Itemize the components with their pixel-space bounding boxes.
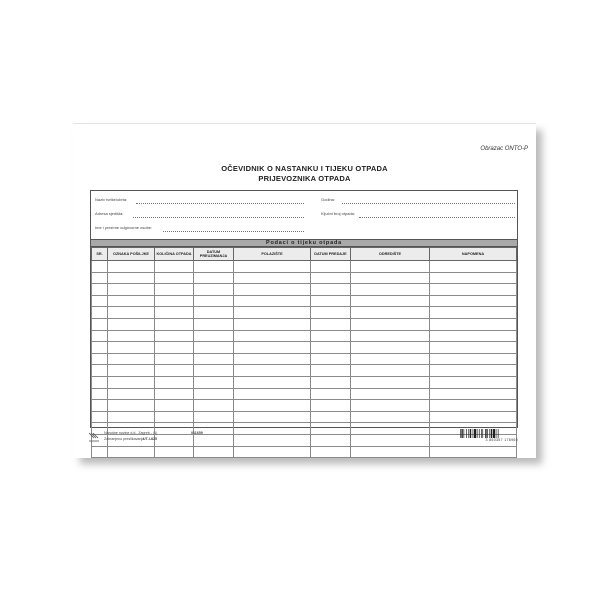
- table-cell[interactable]: [311, 388, 351, 400]
- table-cell[interactable]: [92, 261, 108, 273]
- table-cell[interactable]: [351, 365, 430, 377]
- table-cell[interactable]: [92, 307, 108, 319]
- table-cell[interactable]: [311, 318, 351, 330]
- table-cell[interactable]: [351, 295, 430, 307]
- table-cell[interactable]: [108, 330, 155, 342]
- column-header-destination: ODREDIŠTE: [351, 248, 430, 261]
- table-row: [92, 330, 517, 342]
- table-cell[interactable]: [92, 330, 108, 342]
- table-cell[interactable]: [155, 446, 194, 458]
- table-row: [92, 272, 517, 284]
- company-name-label: Naziv tvrtke/obrta:: [95, 197, 128, 202]
- table-cell[interactable]: [430, 365, 517, 377]
- table-row: [92, 400, 517, 412]
- table-cell[interactable]: [351, 318, 430, 330]
- table-cell[interactable]: [430, 411, 517, 423]
- table-cell[interactable]: [351, 411, 430, 423]
- table-cell[interactable]: [234, 423, 311, 435]
- column-header-sr: SR.: [92, 248, 108, 261]
- table-cell[interactable]: [194, 295, 234, 307]
- responsible-person-label: Ime i prezime odgovorne osobe:: [95, 225, 153, 230]
- table-cell[interactable]: [351, 376, 430, 388]
- company-name-field[interactable]: [136, 203, 304, 204]
- table-cell[interactable]: [92, 446, 108, 458]
- table-cell[interactable]: [194, 342, 234, 354]
- table-cell[interactable]: [108, 400, 155, 412]
- table-cell[interactable]: [351, 342, 430, 354]
- table-cell[interactable]: [108, 342, 155, 354]
- barcode-number: 3 850357 176960: [485, 438, 518, 442]
- table-body: [92, 261, 517, 458]
- year-label: Godina:: [321, 197, 336, 202]
- waste-key-number-field[interactable]: [359, 217, 515, 218]
- table-cell[interactable]: [108, 272, 155, 284]
- table-cell[interactable]: [311, 411, 351, 423]
- table-row: [92, 284, 517, 296]
- table-cell[interactable]: [92, 272, 108, 284]
- table-cell[interactable]: [92, 411, 108, 423]
- table-cell[interactable]: [234, 330, 311, 342]
- table-row: [92, 376, 517, 388]
- table-cell[interactable]: [311, 400, 351, 412]
- table-cell[interactable]: [234, 353, 311, 365]
- table-cell[interactable]: [311, 284, 351, 296]
- table-cell[interactable]: [351, 446, 430, 458]
- barcode-bar: [461, 429, 462, 438]
- table-cell[interactable]: [430, 400, 517, 412]
- barcode-bar: [473, 429, 474, 438]
- table-cell[interactable]: [311, 365, 351, 377]
- table-cell[interactable]: [155, 330, 194, 342]
- form-title-line-2: PRIJEVOZNIKA OTPADA: [258, 174, 351, 183]
- barcode-bar: [460, 429, 461, 438]
- barcode-bar: [474, 429, 476, 438]
- table-cell[interactable]: [311, 353, 351, 365]
- table-cell[interactable]: [92, 376, 108, 388]
- table-cell[interactable]: [234, 446, 311, 458]
- table-cell[interactable]: [92, 353, 108, 365]
- table-cell[interactable]: [92, 284, 108, 296]
- waste-key-number-label: Ključni broj otpada:: [321, 211, 356, 216]
- barcode-bar: [498, 429, 499, 438]
- table-cell[interactable]: [155, 342, 194, 354]
- table-cell[interactable]: [155, 353, 194, 365]
- form-box: [90, 190, 518, 428]
- table-cell[interactable]: [311, 446, 351, 458]
- table-cell[interactable]: [108, 411, 155, 423]
- column-header-pickup-date: DATUM PREUZIMANJA: [194, 248, 234, 261]
- table-cell[interactable]: [351, 261, 430, 273]
- table-cell[interactable]: [430, 295, 517, 307]
- table-cell[interactable]: [351, 330, 430, 342]
- table-cell[interactable]: [155, 434, 194, 446]
- table-cell[interactable]: [234, 400, 311, 412]
- publisher-logo: [88, 432, 100, 442]
- table-cell[interactable]: [234, 342, 311, 354]
- column-header-origin: POLAZIŠTE: [234, 248, 311, 261]
- table-cell[interactable]: [234, 434, 311, 446]
- table-cell[interactable]: [194, 400, 234, 412]
- barcode-bar: [493, 429, 495, 438]
- table-cell[interactable]: [430, 342, 517, 354]
- table-row: [92, 318, 517, 330]
- barcode-bar: [477, 429, 478, 438]
- table-cell[interactable]: [155, 272, 194, 284]
- footer-publisher: Narodne novine d.d., Zagreb - (1): [104, 431, 158, 435]
- table-cell[interactable]: [194, 411, 234, 423]
- table-cell[interactable]: [311, 342, 351, 354]
- table-cell[interactable]: [430, 376, 517, 388]
- table-cell[interactable]: [108, 376, 155, 388]
- table-cell[interactable]: [92, 400, 108, 412]
- table-cell[interactable]: [234, 272, 311, 284]
- table-cell[interactable]: [155, 400, 194, 412]
- table-row: [92, 365, 517, 377]
- column-header-note: NAPOMENA: [430, 248, 517, 261]
- barcode-bar: [470, 429, 471, 438]
- form-title-line-1: OČEVIDNIK O NASTANKU I TIJEKU OTPADA: [221, 164, 388, 173]
- table-cell[interactable]: [234, 318, 311, 330]
- table-cell[interactable]: [194, 318, 234, 330]
- barcode-bar: [481, 429, 482, 438]
- column-header-waste-quantity: KOLIČINA OTPADA: [155, 248, 194, 261]
- table-cell[interactable]: [92, 388, 108, 400]
- table-cell[interactable]: [194, 261, 234, 273]
- section-title: Podaci o tijeku otpada: [91, 239, 517, 247]
- table-cell[interactable]: [234, 411, 311, 423]
- barcode-bar: [491, 429, 492, 438]
- table-cell[interactable]: [430, 272, 517, 284]
- table-cell[interactable]: [234, 365, 311, 377]
- table-cell[interactable]: [351, 272, 430, 284]
- table-cell[interactable]: [351, 284, 430, 296]
- table-cell[interactable]: [311, 307, 351, 319]
- table-cell[interactable]: [311, 330, 351, 342]
- barcode-bar: [468, 429, 469, 438]
- table-row: [92, 446, 517, 458]
- table-cell[interactable]: [430, 353, 517, 365]
- table-cell[interactable]: [351, 307, 430, 319]
- table-cell[interactable]: [155, 365, 194, 377]
- table-cell[interactable]: [155, 261, 194, 273]
- table-cell[interactable]: [92, 295, 108, 307]
- table-cell[interactable]: [430, 388, 517, 400]
- table-cell[interactable]: [108, 353, 155, 365]
- column-header-delivery-date: DATUM PREDAJE: [311, 248, 351, 261]
- table-cell[interactable]: [194, 272, 234, 284]
- table-cell[interactable]: [234, 376, 311, 388]
- footer-code: 011659: [191, 431, 203, 435]
- table-cell[interactable]: [430, 446, 517, 458]
- table-cell[interactable]: [194, 307, 234, 319]
- table-cell[interactable]: [194, 376, 234, 388]
- table-row: [92, 295, 517, 307]
- table-cell[interactable]: [351, 353, 430, 365]
- barcode-bar: [466, 429, 467, 438]
- table-header-row: [92, 248, 517, 261]
- table-cell[interactable]: [194, 388, 234, 400]
- table-cell[interactable]: [155, 318, 194, 330]
- table-cell[interactable]: [108, 261, 155, 273]
- barcode-bar: [485, 429, 486, 438]
- barcode-bar: [482, 429, 483, 438]
- table-cell[interactable]: [311, 261, 351, 273]
- table-cell[interactable]: [108, 388, 155, 400]
- table-cell[interactable]: [430, 261, 517, 273]
- table-cell[interactable]: [155, 388, 194, 400]
- table-cell[interactable]: [311, 272, 351, 284]
- table-cell[interactable]: [430, 284, 517, 296]
- table-row: [92, 388, 517, 400]
- table-cell[interactable]: [155, 284, 194, 296]
- table-cell[interactable]: [311, 295, 351, 307]
- table-cell[interactable]: [155, 295, 194, 307]
- barcode-bar: [479, 429, 480, 438]
- table-cell[interactable]: [194, 365, 234, 377]
- form-sheet: [73, 123, 536, 458]
- table-cell[interactable]: [351, 434, 430, 446]
- table-cell[interactable]: [351, 423, 430, 435]
- table-cell[interactable]: [311, 434, 351, 446]
- table-cell[interactable]: [92, 365, 108, 377]
- table-row: [92, 307, 517, 319]
- table-cell[interactable]: [311, 423, 351, 435]
- table-cell[interactable]: [155, 423, 194, 435]
- column-header-shipment-mark: OZNAKA POŠILJKE: [108, 248, 155, 261]
- table-row: [92, 353, 517, 365]
- table-cell[interactable]: [108, 295, 155, 307]
- table-cell[interactable]: [108, 318, 155, 330]
- table-cell[interactable]: [430, 307, 517, 319]
- table-cell[interactable]: [194, 434, 234, 446]
- table-cell[interactable]: [108, 307, 155, 319]
- table-cell[interactable]: [234, 388, 311, 400]
- table-row: [92, 342, 517, 354]
- table-cell[interactable]: [92, 318, 108, 330]
- table-cell[interactable]: [430, 318, 517, 330]
- table-cell[interactable]: [92, 342, 108, 354]
- table-cell[interactable]: [108, 446, 155, 458]
- barcode-bar: [464, 429, 465, 438]
- table-cell[interactable]: [430, 330, 517, 342]
- responsible-person-field[interactable]: [163, 231, 304, 232]
- table-row: [92, 261, 517, 273]
- table-cell[interactable]: [234, 284, 311, 296]
- table-cell[interactable]: [351, 388, 430, 400]
- year-field[interactable]: [342, 203, 515, 204]
- barcode-bar: [487, 429, 488, 438]
- table-cell[interactable]: [311, 376, 351, 388]
- barcode-bar: [496, 429, 497, 438]
- table-row: [92, 411, 517, 423]
- table-cell[interactable]: [194, 353, 234, 365]
- address-label: Adresa sjedišta:: [95, 211, 124, 216]
- table-cell[interactable]: [234, 261, 311, 273]
- table-cell[interactable]: [234, 295, 311, 307]
- footer-reprint: Zabranjeno preslikavanje: [104, 437, 145, 441]
- barcode-bar: [489, 429, 490, 438]
- form-code: Obrazac ONTO-P: [480, 146, 528, 152]
- table-cell[interactable]: [108, 365, 155, 377]
- waste-flow-table: [91, 247, 517, 458]
- table-cell[interactable]: [194, 284, 234, 296]
- table-cell[interactable]: [108, 284, 155, 296]
- barcode: [460, 429, 518, 438]
- table-cell[interactable]: [351, 400, 430, 412]
- table-cell[interactable]: [155, 307, 194, 319]
- table-cell[interactable]: [234, 307, 311, 319]
- footer-catalog-number: UT-I-825: [143, 437, 157, 441]
- table-cell[interactable]: [155, 376, 194, 388]
- table-cell[interactable]: [155, 411, 194, 423]
- table-cell[interactable]: [194, 330, 234, 342]
- table-cell[interactable]: [194, 446, 234, 458]
- address-field[interactable]: [133, 217, 304, 218]
